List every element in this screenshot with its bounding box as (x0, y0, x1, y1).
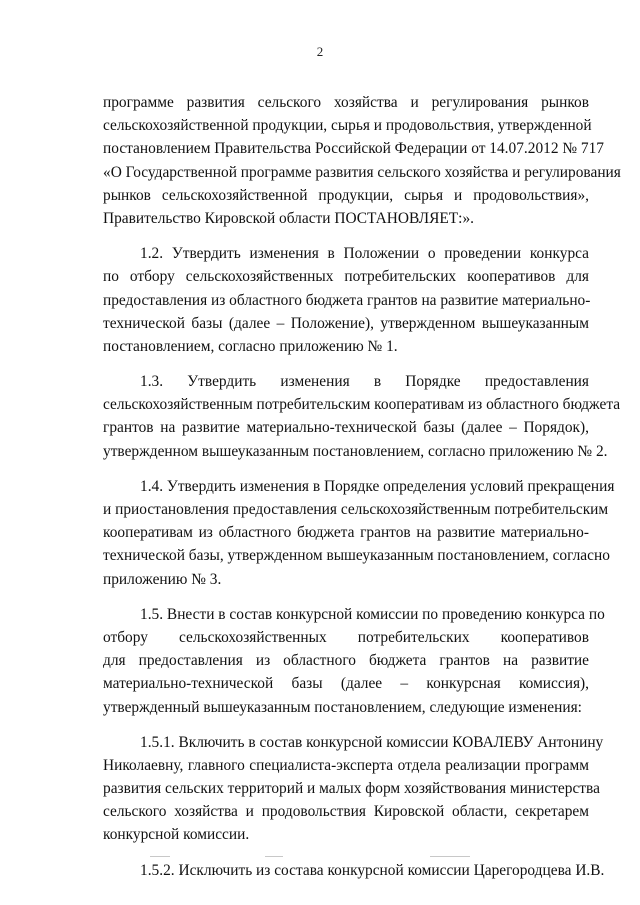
text-line: Николаевну, главного специалиста-эксперта отдела реализации программ (103, 756, 589, 774)
text-line: по отбору сельскохозяйственных потребительских кооперативов для (103, 268, 589, 286)
paragraph-1-5-2 (103, 859, 605, 882)
text-line: материально-технической базы (далее – конкурсная комиссия), (103, 675, 589, 693)
text-line: 1.5. Внести в состав конкурсной комиссии по проведению конкурса по (140, 605, 605, 623)
text-line: утвержденный вышеуказанным постановлением, следующие изменения: (103, 698, 582, 716)
text-line: сельского хозяйства и продовольствия Кировской области, секретарем (103, 803, 589, 821)
text-line: 1.5.1. Включить в состав конкурсной комиссии КОВАЛЕВУ Антонину (140, 733, 604, 751)
text-line: 1.2. Утвердить изменения в Положении о проведении конкурса (140, 245, 589, 263)
paragraph-1-5-1 (103, 731, 604, 847)
text-line: грантов на развитие материально-технической базы (далее – Порядок), (103, 419, 589, 437)
scan-mark (430, 856, 470, 857)
text-line: программе развития сельского хозяйства и регулирования рынков (103, 94, 589, 111)
paragraph-1-3 (103, 370, 621, 463)
text-line: технической базы (далее – Положение), утвержденном вышеуказанным (103, 314, 589, 332)
page-number: 2 (316, 44, 324, 59)
text-line: и приостановления предоставления сельскохозяйственным потребительским (103, 501, 609, 518)
text-line: кооперативам из областного бюджета грантов на развитие материально- (103, 524, 589, 542)
document-body (103, 91, 621, 882)
text-line: «О Государственной программе развития сельского хозяйства и регулирования (103, 163, 621, 181)
paragraph-1-4 (103, 475, 615, 591)
text-line: 1.4. Утвердить изменения в Порядке определения условий прекращения (140, 477, 615, 495)
paragraph-1-5 (103, 603, 605, 719)
paragraph-1-2 (103, 242, 589, 358)
text-line: сельскохозяйственным потребительским кооперативам из областного бюджета (103, 396, 621, 414)
text-line: рынков сельскохозяйственной продукции, сырья и продовольствия», (103, 186, 589, 204)
text-line: развития сельских территорий и малых форм хозяйствования министерства (103, 780, 600, 798)
text-line: 1.5.2. Исключить из состава конкурсной комиссии Царегородцева И.В. (140, 861, 605, 879)
text-line: отбору сельскохозяйственных потребительских кооперативов (103, 628, 589, 646)
text-line: утвержденном вышеуказанным постановлением, согласно приложению № 2. (103, 442, 608, 460)
scan-mark (265, 856, 283, 857)
text-line: приложению № 3. (103, 570, 222, 588)
paragraph-preamble (103, 91, 621, 230)
text-line: 1.3. Утвердить изменения в Порядке предоставления (140, 373, 589, 391)
text-line: предоставления из областного бюджета грантов на развитие материально- (103, 291, 591, 309)
scan-mark (150, 856, 170, 857)
text-line: сельскохозяйственной продукции, сырья и продовольствия, утвержденной (103, 117, 592, 135)
text-line: постановлением Правительства Российской Федерации от 14.07.2012 № 717 (103, 140, 605, 158)
text-line: Правительство Кировской области ПОСТАНОВЛЯЕТ:». (103, 209, 474, 227)
text-line: технической базы, утвержденном вышеуказанным постановлением, согласно (103, 547, 610, 565)
text-line: для предоставления из областного бюджета грантов на развитие (103, 652, 589, 670)
text-line: конкурсной комиссии. (103, 826, 250, 844)
text-line: постановлением, согласно приложению № 1. (103, 337, 398, 355)
